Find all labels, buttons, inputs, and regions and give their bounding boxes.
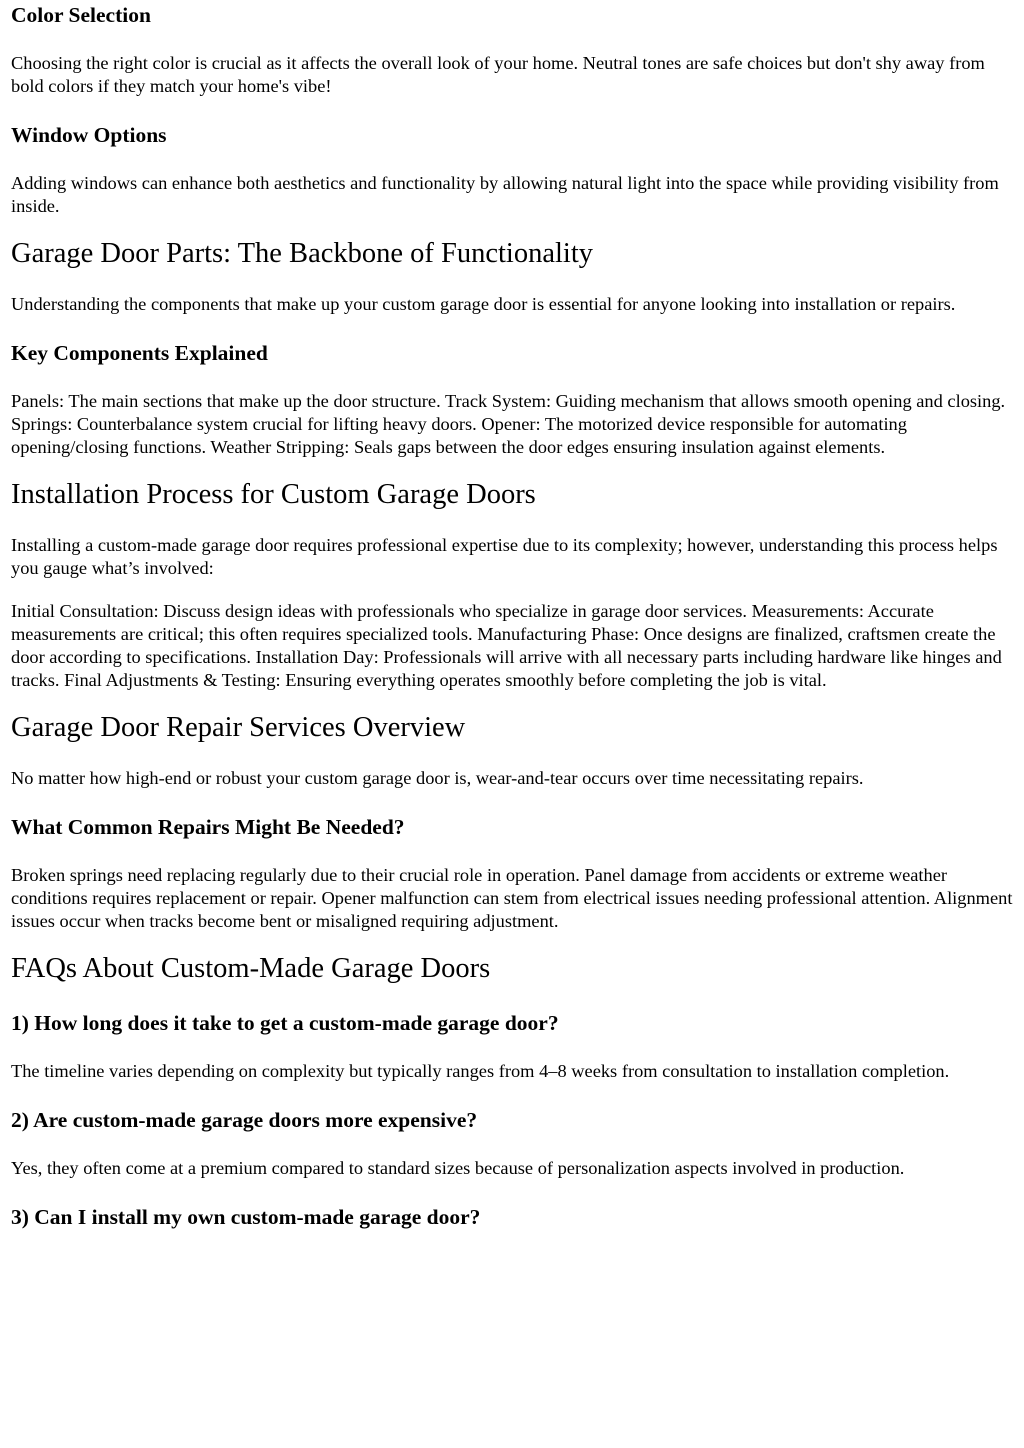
heading-common-repairs: What Common Repairs Might Be Needed? — [11, 815, 405, 839]
faq-question-1: 1) How long does it take to get a custom-made garage door? — [11, 1011, 559, 1035]
heading-installation-process: Installation Process for Custom Garage Doors — [11, 479, 536, 510]
paragraph-window-options: Adding windows can enhance both aesthetics and functionality by allowing natural light into the space while providing visibility from inside. — [11, 173, 999, 216]
faq-answer-2: Yes, they often come at a premium compared to standard sizes because of personalization aspects involved in production. — [11, 1158, 905, 1178]
paragraph-repair-intro: No matter how high-end or robust your custom garage door is, wear-and-tear occurs over time necessitating repairs. — [11, 768, 864, 788]
heading-garage-door-parts: Garage Door Parts: The Backbone of Functionality — [11, 238, 593, 269]
paragraph-key-components: Panels: The main sections that make up the door structure. Track System: Guiding mechanism that allows smooth opening and closing. Springs: Counterbalance system crucial for lifting heavy doors. Opener: The motorized device responsible for automating opening/closing functions. Weather Stripping: Seals gaps between the door edges ensuring insulation against elements. — [11, 391, 1006, 457]
paragraph-garage-door-parts: Understanding the components that make up your custom garage door is essential for anyone looking into installation or repairs. — [11, 294, 956, 314]
paragraph-color-selection: Choosing the right color is crucial as it affects the overall look of your home. Neutral tones are safe choices but don't shy away from bold colors if they match your home's vibe! — [11, 53, 985, 96]
faq-question-3: 3) Can I install my own custom-made garage door? — [11, 1205, 481, 1229]
faq-question-2: 2) Are custom-made garage doors more expensive? — [11, 1108, 478, 1132]
heading-key-components: Key Components Explained — [11, 341, 268, 365]
paragraph-installation-intro: Installing a custom-made garage door requires professional expertise due to its complexity; however, understanding this process helps you gauge what’s involved: — [11, 535, 998, 578]
heading-faqs: FAQs About Custom-Made Garage Doors — [11, 953, 491, 984]
heading-color-selection: Color Selection — [11, 3, 151, 27]
heading-window-options: Window Options — [11, 123, 167, 147]
paragraph-common-repairs: Broken springs need replacing regularly due to their crucial role in operation. Panel damage from accidents or extreme weather conditions requires replacement or repair. Opener malfunction can stem from electrical issues needing professional attention. Alignment issues occur when tracks become bent or misaligned requiring adjustment. — [11, 865, 1013, 931]
heading-repair-services: Garage Door Repair Services Overview — [11, 712, 466, 743]
faq-answer-1: The timeline varies depending on complexity but typically ranges from 4–8 weeks from consultation to installation completion. — [11, 1061, 950, 1081]
article-content — [0, 2, 1024, 1230]
paragraph-installation-steps: Initial Consultation: Discuss design ideas with professionals who specialize in garage door services. Measurements: Accurate measurements are critical; this often requires specialized tools. Manufacturing Phase: Once designs are finalized, craftsmen create the door according to specifications. Installation Day: Professionals will arrive with all necessary parts including hardware like hinges and tracks. Final Adjustments & Testing: Ensuring everything operates smoothly before completing the job is vital. — [11, 601, 1002, 690]
